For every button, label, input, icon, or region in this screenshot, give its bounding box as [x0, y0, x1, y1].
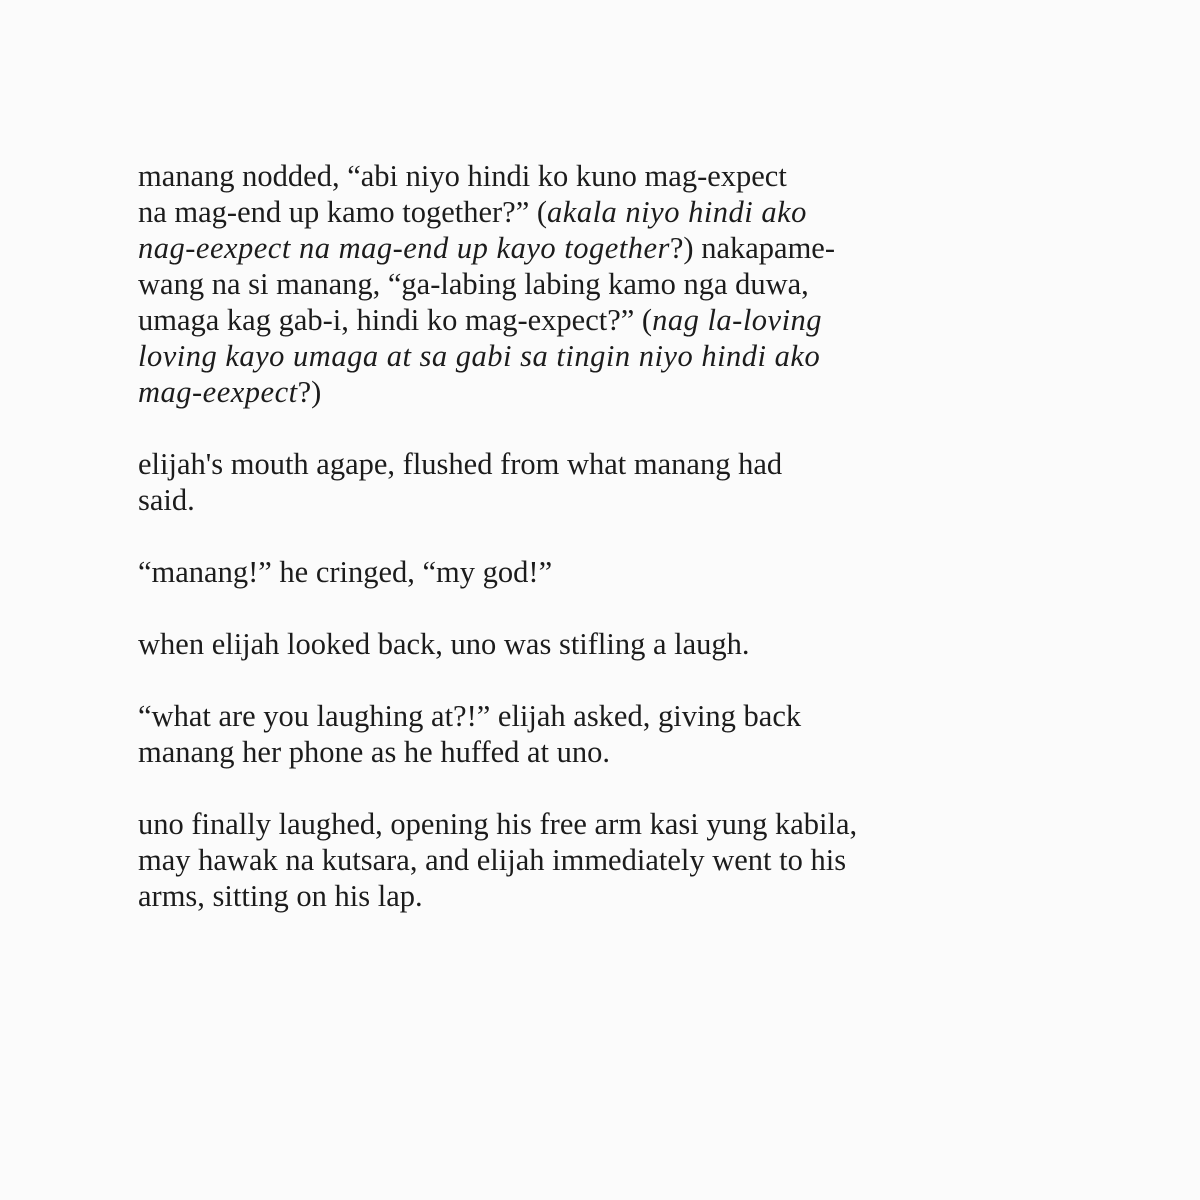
- paragraph-6: [138, 806, 1068, 914]
- paragraph-spacer: [138, 410, 1068, 446]
- paragraph-4: [138, 626, 1068, 662]
- paragraph-spacer: [138, 662, 1068, 698]
- paragraph-1-line-4: wang na si manang, “ga-labing labing kamo nga duwa,: [138, 267, 809, 301]
- paragraph-2-line-1: elijah's mouth agape, flushed from what manang had: [138, 447, 783, 481]
- narration-text: ?) nakapame-: [669, 231, 835, 265]
- paragraph-6-line-1: uno finally laughed, opening his free arm kasi yung kabila,: [138, 807, 858, 841]
- paragraph-spacer: [138, 518, 1068, 554]
- paragraph-6-line-2: may hawak na kutsara, and elijah immediately went to his: [138, 843, 847, 877]
- paragraph-2-line-2: said.: [138, 483, 195, 517]
- paragraph-4-line-1: when elijah looked back, uno was stifling a laugh.: [138, 627, 750, 661]
- translation-text: nag la-loving: [652, 303, 823, 337]
- paragraph-3: [138, 554, 1068, 590]
- paragraph-1-line-2: [138, 194, 1068, 230]
- paragraph-1: [138, 158, 1068, 410]
- paragraph-1-line-7: [138, 374, 1068, 410]
- narration-text: ?): [297, 375, 322, 409]
- translation-text: nag-eexpect na mag-end up kayo together: [138, 231, 670, 265]
- translation-text: akala niyo hindi ako: [547, 195, 807, 229]
- dialogue-text: na mag-end up kamo together?” (: [138, 195, 548, 229]
- paragraph-5-line-1: “what are you laughing at?!” elijah asked, giving back: [138, 699, 802, 733]
- paragraph-3-line-1: “manang!” he cringed, “my god!”: [138, 555, 553, 589]
- paragraph-5-line-2: manang her phone as he huffed at uno.: [138, 735, 611, 769]
- paragraph-6-line-3: arms, sitting on his lap.: [138, 879, 423, 913]
- translation-text: mag-eexpect: [138, 375, 298, 409]
- paragraph-5: [138, 698, 1068, 770]
- dialogue-text: umaga kag gab-i, hindi ko mag-expect?” (: [138, 303, 653, 337]
- story-text: [138, 158, 1068, 914]
- paragraph-spacer: [138, 770, 1068, 806]
- paragraph-spacer: [138, 590, 1068, 626]
- paragraph-1-line-6: loving kayo umaga at sa gabi sa tingin niyo hindi ako: [138, 339, 821, 373]
- paragraph-2: [138, 446, 1068, 518]
- paragraph-1-line-5: [138, 302, 1068, 338]
- paragraph-1-line-1: manang nodded, “abi niyo hindi ko kuno mag-expect: [138, 159, 787, 193]
- paragraph-1-line-3: [138, 230, 1068, 266]
